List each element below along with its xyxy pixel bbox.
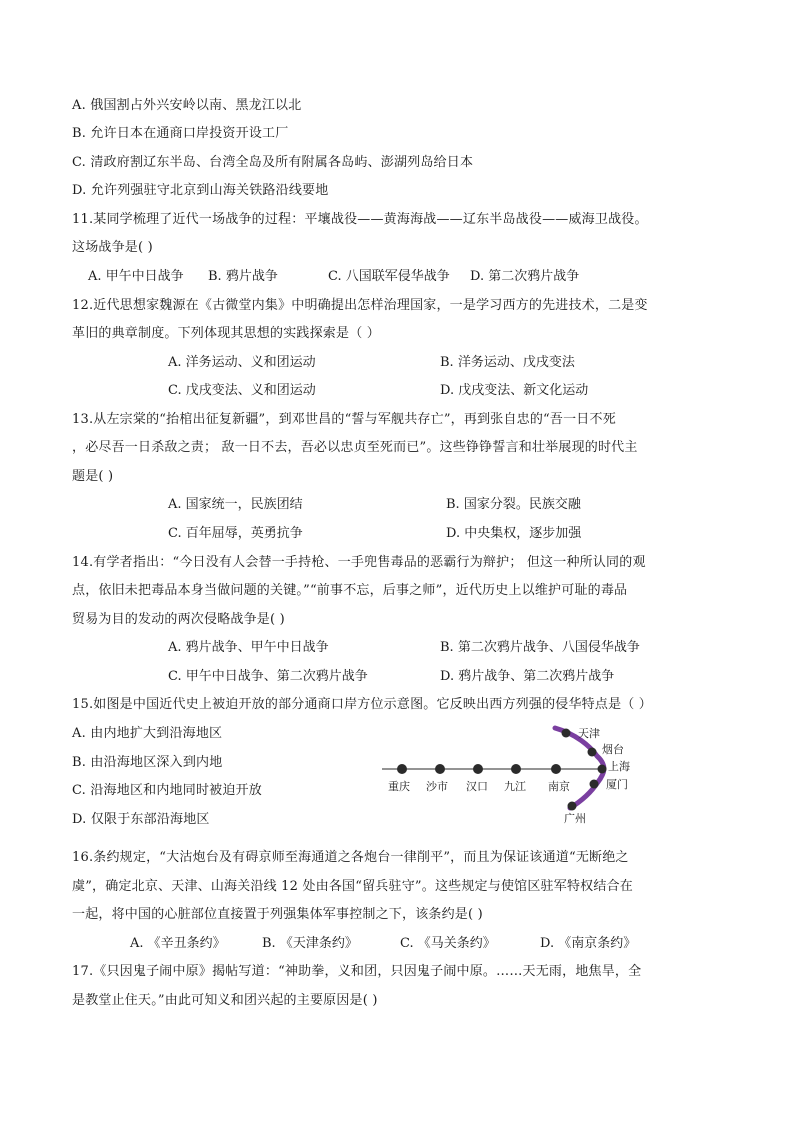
label-chongqing: 重庆: [388, 780, 410, 793]
q16-option-d: D. 《南京条约》: [540, 936, 637, 951]
q16-option-b: B. 《天津条约》: [262, 936, 358, 951]
q13-option-a: A. 国家统一，民族团结: [168, 497, 303, 512]
label-jiujiang: 九江: [504, 780, 526, 793]
port-dot-xiamen: [590, 780, 599, 789]
q11-stem-line2: 这场战争是( ): [72, 240, 153, 255]
q15-option-c: C. 沿海地区和内地同时被迫开放: [72, 783, 262, 798]
q14-stem-line2: 点，依旧未把毒品本身当做问题的关键。”“前事不忘，后事之师”，近代历史上以维护可耻的毒品: [72, 583, 628, 598]
label-guangzhou: 广州: [564, 812, 586, 825]
q13-option-d: D. 中央集权，逐步加强: [446, 526, 582, 541]
q13-stem-line1: 13.从左宗棠的“抬棺出征复新疆”，到邓世昌的“誓与军舰共存亡”，再到张自忠的“吾一日不死: [72, 412, 616, 427]
q14-option-a: A. 鸦片战争、甲午中日战争: [168, 640, 329, 655]
q15-option-b: B. 由沿海地区深入到内地: [72, 755, 223, 770]
label-shashi: 沙市: [426, 780, 448, 793]
port-dot-shashi: [435, 764, 445, 774]
label-xiamen: 厦门: [606, 778, 628, 791]
q16-stem-line2: 虞”，确定北京、天津、山海关沿线 12 处由各国“留兵驻守”。这些规定与使馆区驻军特权结合在: [72, 879, 633, 894]
q12-option-d: D. 戊戌变法、新文化运动: [440, 383, 589, 398]
port-dot-hankou: [473, 764, 483, 774]
treaty-ports-map: [380, 722, 650, 832]
q11-option-c: C. 八国联军侵华战争: [328, 269, 450, 284]
label-nanjing: 南京: [548, 780, 570, 793]
q16-option-c: C. 《马关条约》: [400, 936, 496, 951]
q16-option-a: A. 《辛丑条约》: [130, 936, 226, 951]
q15-stem: 15.如图是中国近代史上被迫开放的部分通商口岸方位示意图。它反映出西方列强的侵华特点是（ ）: [72, 697, 653, 712]
q16-stem-line1: 16.条约规定，“大沽炮台及有碍京师至海通道之各炮台一律削平”，而且为保证该通道“无断绝之: [72, 850, 629, 865]
label-hankou: 汉口: [466, 780, 488, 793]
q12-stem-line1: 12.近代思想家魏源在《古微堂内集》中明确提出怎样治理国家，一是学习西方的先进技术，二是变: [72, 298, 648, 313]
port-dot-yantai: [588, 748, 597, 757]
port-dot-guangzhou: [568, 802, 577, 811]
q11-option-a: A. 甲午中日战争: [88, 269, 184, 284]
q10-option-b: B. 允许日本在通商口岸投资开设工厂: [72, 126, 289, 141]
q14-option-b: B. 第二次鸦片战争、八国侵华战争: [440, 640, 640, 655]
q13-stem-line2: ，必尽吾一日杀敌之责； 敌一日不去，吾必以忠贞至死而已”。这些铮铮誓言和壮举展现的时代主: [72, 440, 638, 455]
q17-stem-line1: 17.《只因鬼子闹中原》揭帖写道：“神助拳，义和团，只因鬼子闹中原。……天无雨，地焦旱，全: [72, 964, 642, 979]
q13-option-c: C. 百年屈辱，英勇抗争: [168, 526, 303, 541]
q11-stem-line1: 11.某同学梳理了近代一场战争的过程：平壤战役——黄海海战——辽东半岛战役——威海卫战役。: [72, 212, 648, 227]
q13-option-b: B. 国家分裂。民族交融: [446, 497, 581, 512]
q13-stem-line3: 题是( ): [72, 469, 114, 484]
label-tianjin: 天津: [578, 727, 600, 740]
q15-option-a: A. 由内地扩大到沿海地区: [72, 726, 223, 741]
label-shanghai: 上海: [608, 760, 630, 773]
port-dot-tianjin: [562, 729, 571, 738]
q11-option-d: D. 第二次鸦片战争: [470, 269, 580, 284]
q17-stem-line2: 是教堂止住天。”由此可知义和团兴起的主要原因是( ): [72, 993, 378, 1008]
q14-stem-line3: 贸易为目的发动的两次侵略战争是( ): [72, 612, 285, 627]
port-dot-jiujiang: [511, 764, 521, 774]
q10-option-d: D. 允许列强驻守北京到山海关铁路沿线要地: [72, 183, 329, 198]
q15-option-d: D. 仅限于东部沿海地区: [72, 812, 210, 827]
label-yantai: 烟台: [602, 743, 624, 756]
q12-stem-line2: 革旧的典章制度。下列体现其思想的实践探索是（ ）: [72, 326, 380, 341]
q11-option-b: B. 鸦片战争: [208, 269, 278, 284]
coastline-path: [555, 728, 604, 808]
q14-option-d: D. 鸦片战争、第二次鸦片战争: [440, 669, 615, 684]
port-dot-shanghai: [598, 765, 607, 774]
q12-option-a: A. 洋务运动、义和团运动: [168, 355, 316, 370]
q10-option-a: A. 俄国割占外兴安岭以南、黑龙江以北: [72, 98, 302, 113]
q14-option-c: C. 甲午中日战争、第二次鸦片战争: [168, 669, 368, 684]
q12-option-b: B. 洋务运动、戊戌变法: [440, 355, 575, 370]
q14-stem-line1: 14.有学者指出：“今日没有人会替一手持枪、一手兜售毒品的恶霸行为辩护； 但这一种所认同的观: [72, 555, 646, 570]
port-dot-nanjing: [551, 764, 561, 774]
q16-stem-line3: 一起，将中国的心脏部位直接置于列强集体军事控制之下，该条约是( ): [72, 907, 483, 922]
q10-option-c: C. 清政府割辽东半岛、台湾全岛及所有附属各岛屿、澎湖列岛给日本: [72, 155, 474, 170]
port-dot-chongqing: [397, 764, 407, 774]
q12-option-c: C. 戊戌变法、义和团运动: [168, 383, 316, 398]
